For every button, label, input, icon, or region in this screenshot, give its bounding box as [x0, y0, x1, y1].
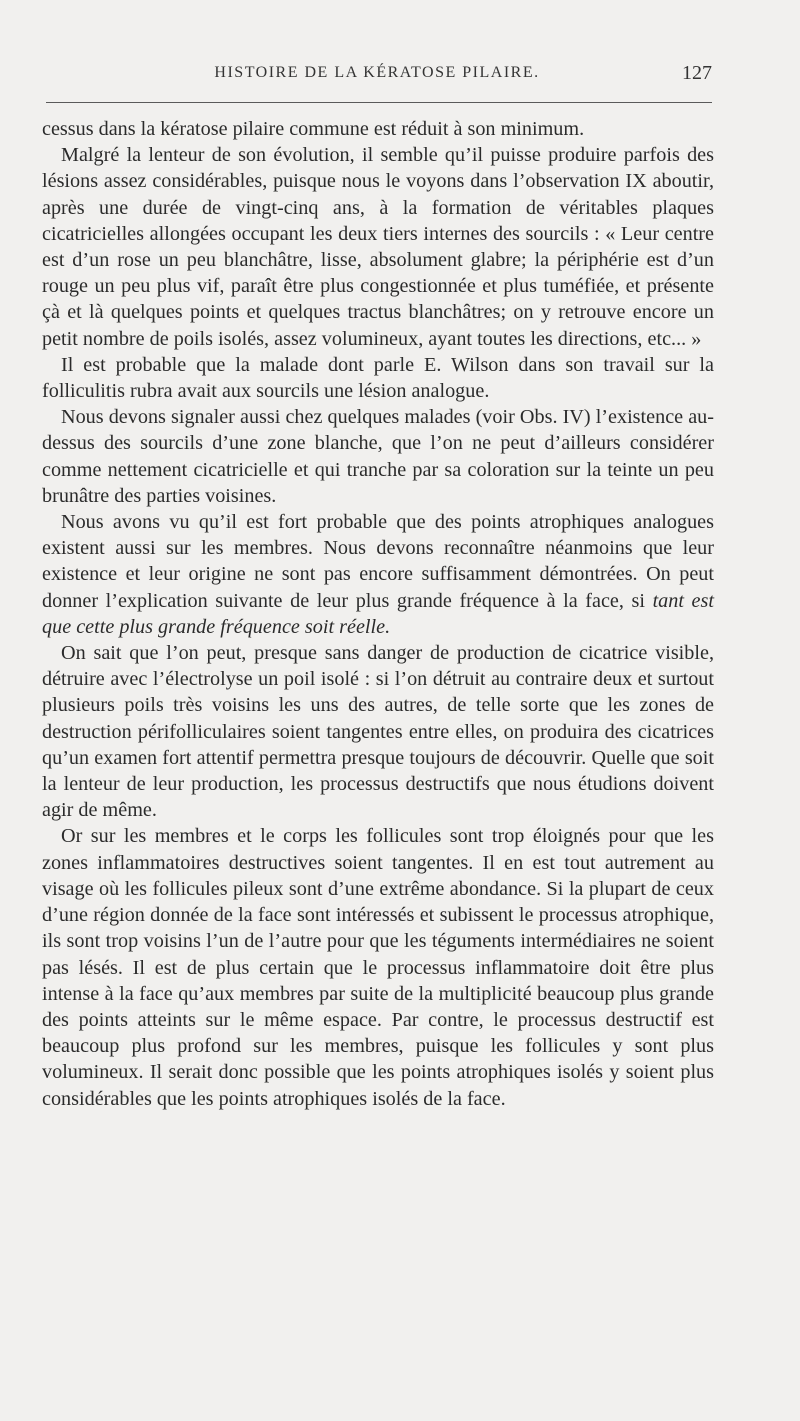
paragraph — [42, 509, 714, 640]
running-title: HISTOIRE DE LA KÉRATOSE PILAIRE. — [214, 64, 540, 81]
italic-text: tant est que cette plus grande fréquence soit réelle. — [42, 589, 714, 638]
paragraph: Malgré la lenteur de son évolution, il semble qu’il puisse produire parfois des lésions assez considérables, puisque nous le voyons dans l’observation IX aboutir, après une durée de vingt-cinq ans, à la formation de véritables plaques cicatricielles allongées occupant les deux tiers internes des sourcils : « Leur centre est d’un rose un peu blanchâtre, lisse, absolument glabre; la périphérie est d’un rouge un peu plus vif, paraît être plus congestionnée et plus tuméfiée, et présente çà et là quelques points et quelques tractus blanchâtres; on y retrouve encore un petit nombre de poils isolés, assez volumineux, ayant toutes les directions, etc... » — [42, 144, 714, 350]
paragraph: Il est probable que la malade dont parle E. Wilson dans son travail sur la folliculitis rubra avait aux sourcils une lésion analogue. — [42, 353, 714, 403]
page-number: 127 — [682, 62, 712, 84]
paragraph: On sait que l’on peut, presque sans danger de production de cicatrice visible, détruire avec l’électrolyse un poil isolé : si l’on détruit au contraire deux et surtout plusieurs poils très voisins les uns des autres, de telle sorte que les zones de destruction périfolliculaires soient tangentes entre elles, on produira des cicatrices qu’un examen fort attentif permettra presque toujours de découvrir. Quelle que soit la lenteur de leur production, les processus destructifs que nous étudions doivent agir de même. — [42, 642, 714, 822]
header-rule — [46, 102, 712, 103]
paragraph: Or sur les membres et le corps les follicules sont trop éloignés pour que les zones inflammatoires destructives soient tangentes. Il en est tout autrement au visage où les follicules pileux sont d’une extrême abondance. Si la plupart de ceux d’une région donnée de la face sont intéressés et subissent le processus atrophique, ils sont trop voisins l’un de l’autre pour que les téguments intermédiaires ne soient pas lésés. Il est de plus certain que le processus inflammatoire doit être plus intense à la face qu’aux membres par suite de la multiplicité beaucoup plus grande des points atteints sur le même espace. Par contre, le processus destructif est beaucoup plus profond sur les membres, puisque les follicules y sont plus volumineux. Il serait donc possible que les points atrophiques isolés y soient plus considérables que les points atrophiques isolés de la face. — [42, 825, 714, 1110]
paragraph-text: Nous avons vu qu’il est fort probable que des points atrophiques analogues existent aussi sur les membres. Nous devons reconnaître néanmoins que leur existence et leur origine ne sont pas encore suffisamment démontrées. On peut donner l’explication suivante de leur plus grande fréquence à la face, si — [42, 511, 714, 612]
paragraph-continuation: cessus dans la kératose pilaire commune est réduit à son minimum. — [42, 118, 585, 140]
paragraph: Nous devons signaler aussi chez quelques malades (voir Obs. IV) l’existence au-dessus des sourcils d’une zone blanche, que l’on ne peut d’ailleurs considérer comme nettement cicatricielle et qui tranche par sa coloration sur la teinte un peu brunâtre des parties voisines. — [42, 406, 714, 507]
running-header — [42, 62, 712, 88]
body-text — [42, 116, 714, 1112]
